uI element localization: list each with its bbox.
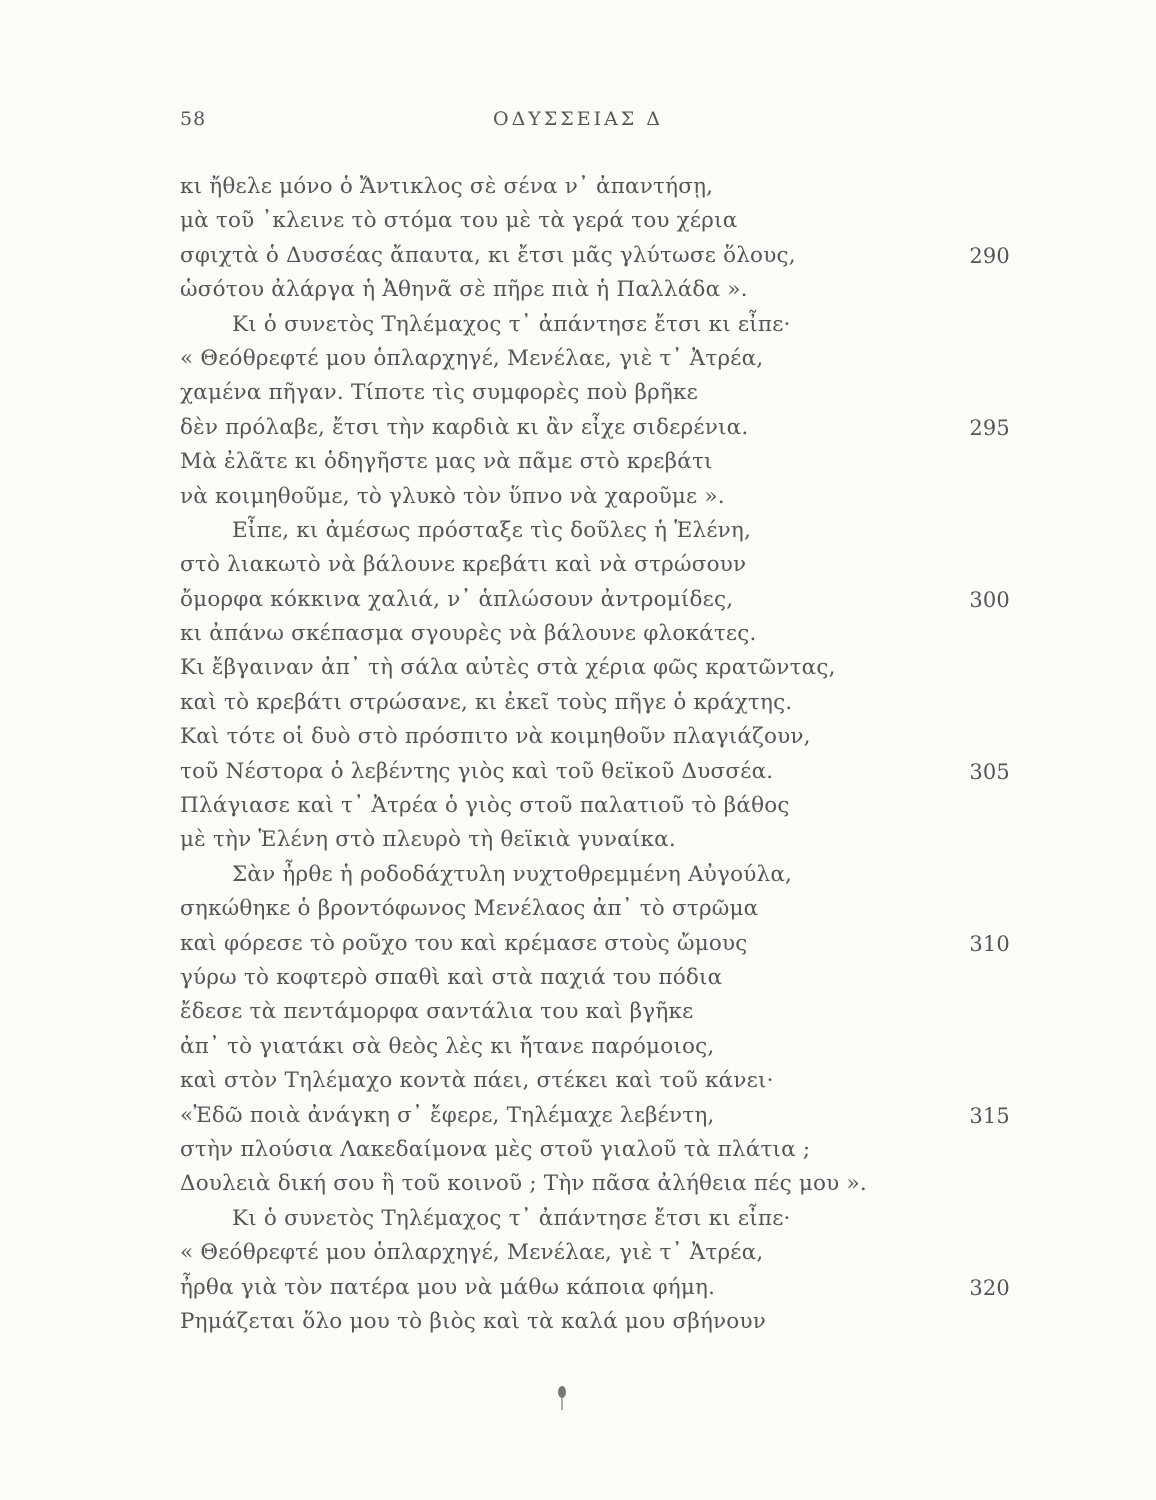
printer-ornament-icon xyxy=(557,1383,567,1413)
verse-line xyxy=(180,927,1010,961)
verse-text: Εἶπε, κι ἀμέσως πρόσταξε τὶς δοῦλες ἡ Ἑλένη, xyxy=(232,517,752,543)
verse-text: «Ἐδῶ ποιὰ ἀνάγκη σ᾿ ἔφερε, Τηλέμαχε λεβέντη, xyxy=(180,1102,715,1128)
verse-text: καὶ τὸ κρεβάτι στρώσανε, κι ἐκεῖ τοὺς πῆγε ὁ κράχτης. xyxy=(180,689,793,715)
verse-text: τοῦ Νέστορα ὁ λεβέντης γιὸς καὶ τοῦ θεϊκοῦ Δυσσέα. xyxy=(180,758,774,784)
line-number: 295 xyxy=(969,415,1010,440)
verse-text: καὶ φόρεσε τὸ ροῦχο του καὶ κρέμασε στοὺς ὤμους xyxy=(180,930,748,956)
verse-text: μὲ τὴν Ἑλένη στὸ πλευρὸ τὴ θεϊκιὰ γυναίκα. xyxy=(180,827,676,853)
verse-line xyxy=(180,1305,1010,1339)
verse-text: Κι ὁ συνετὸς Τηλέμαχος τ᾿ ἀπάντησε ἔτσι κι εἶπε· xyxy=(232,1205,791,1231)
verse-text: Κι ὁ συνετὸς Τηλέμαχος τ᾿ ἀπάντησε ἔτσι κι εἶπε· xyxy=(232,311,791,337)
verse-text: Ρημάζεται ὅλο μου τὸ βιὸς καὶ τὰ καλά μου σβήνουν xyxy=(180,1308,766,1334)
verse-line xyxy=(180,1167,1010,1201)
verse-text: ὄμορφα κόκκινα χαλιά, ν᾿ ἁπλώσουν ἀντρομίδες, xyxy=(180,586,734,612)
verse-line xyxy=(180,858,1010,892)
verse-text: στὴν πλούσια Λακεδαίμονα μὲς στοῦ γιαλοῦ τὰ πλάτια ; xyxy=(180,1136,811,1162)
page-number: 58 xyxy=(180,108,207,130)
verse-line xyxy=(180,789,1010,823)
verse-text: σφιχτὰ ὁ Δυσσέας ἄπαυτα, κι ἔτσι μᾶς γλύτωσε ὅλους, xyxy=(180,242,796,268)
verse-text: ἦρθα γιὰ τὸν πατέρα μου νὰ μάθω κάποια φήμη. xyxy=(180,1274,716,1300)
verse-text: χαμένα πῆγαν. Τίποτε τὶς συμφορὲς ποὺ βρῆκε xyxy=(180,380,698,406)
verse-line xyxy=(180,961,1010,995)
verse-line xyxy=(180,892,1010,926)
verse-text: κι ἤθελε μόνο ὁ Ἄντικλος σὲ σένα ν᾿ ἀπαντήσῃ, xyxy=(180,174,714,199)
verse-line xyxy=(180,376,1010,410)
verse-text: μὰ τοῦ ᾿κλεινε τὸ στόμα του μὲ τὰ γερά του χέρια xyxy=(180,208,738,234)
verse-line xyxy=(180,1064,1010,1098)
verse-text: Πλάγιασε καὶ τ᾿ Ἀτρέα ὁ γιὸς στοῦ παλατιοῦ τὸ βάθος xyxy=(180,793,790,819)
verse-text: νὰ κοιμηθοῦμε, τὸ γλυκὸ τὸν ὕπνο νὰ χαροῦμε ». xyxy=(180,483,725,509)
verse-line xyxy=(180,514,1010,548)
verse-line xyxy=(180,720,1010,754)
verse-text: στὸ λιακωτὸ νὰ βάλουνε κρεβάτι καὶ νὰ στρώσουν xyxy=(180,552,747,578)
verse-line xyxy=(180,411,1010,445)
verse-line xyxy=(180,170,1010,204)
verse-text: ὡσότου ἀλάργα ἡ Ἀθηνᾶ σὲ πῆρε πιὰ ἡ Παλλάδα ». xyxy=(180,277,748,303)
verse-line xyxy=(180,651,1010,685)
line-number: 310 xyxy=(969,931,1010,956)
verse-line xyxy=(180,308,1010,342)
verse-block xyxy=(180,170,1010,1339)
verse-text: Σὰν ἦρθε ἡ ροδοδάχτυλη νυχτοθρεμμένη Αὐγούλα, xyxy=(232,861,793,887)
verse-line xyxy=(180,480,1010,514)
verse-line xyxy=(180,239,1010,273)
verse-text: « Θεόθρεφτέ μου ὁπλαρχηγέ, Μενέλαε, γιὲ τ᾿ Ἀτρέα, xyxy=(180,345,764,371)
verse-text: Κι ἔβγαιναν ἀπ᾿ τὴ σάλα αὐτὲς στὰ χέρια φῶς κρατῶντας, xyxy=(180,655,836,681)
verse-text: ἔδεσε τὰ πεντάμορφα σαντάλια του καὶ βγῆκε xyxy=(180,999,694,1025)
verse-text: Καὶ τότε οἱ δυὸ στὸ πρόσπιτο νὰ κοιμηθοῦν πλαγιάζουν, xyxy=(180,724,811,750)
verse-text: γύρω τὸ κοφτερὸ σπαθὶ καὶ στὰ παχιά του πόδια xyxy=(180,964,723,990)
verse-text: δὲν πρόλαβε, ἔτσι τὴν καρδιὰ κι ἂν εἶχε σιδερένια. xyxy=(180,414,749,440)
running-header xyxy=(0,108,1156,138)
running-title: ΟΔΥΣΣΕΙΑΣ Δ xyxy=(493,108,663,130)
verse-line xyxy=(180,583,1010,617)
verse-text: Δουλειὰ δική σου ἢ τοῦ κοινοῦ ; Τὴν πᾶσα ἀλήθεια πές μου ». xyxy=(180,1171,867,1197)
verse-line xyxy=(180,273,1010,307)
verse-line xyxy=(180,1236,1010,1270)
verse-line xyxy=(180,1271,1010,1305)
line-number: 315 xyxy=(969,1103,1010,1128)
line-number: 305 xyxy=(969,759,1010,784)
line-number: 320 xyxy=(969,1275,1010,1300)
verse-line xyxy=(180,686,1010,720)
verse-line xyxy=(180,342,1010,376)
line-number: 290 xyxy=(969,243,1010,268)
verse-line xyxy=(180,1133,1010,1167)
verse-line xyxy=(180,204,1010,238)
verse-line xyxy=(180,755,1010,789)
verse-line xyxy=(180,1030,1010,1064)
verse-line xyxy=(180,1202,1010,1236)
verse-line xyxy=(180,548,1010,582)
verse-text: Μὰ ἐλᾶτε κι ὁδηγῆστε μας νὰ πᾶμε στὸ κρεβάτι xyxy=(180,449,713,475)
verse-line xyxy=(180,445,1010,479)
line-number: 300 xyxy=(969,587,1010,612)
verse-text: καὶ στὸν Τηλέμαχο κοντὰ πάει, στέκει καὶ τοῦ κάνει· xyxy=(180,1068,774,1094)
verse-text: σηκώθηκε ὁ βροντόφωνος Μενέλαος ἀπ᾿ τὸ στρῶμα xyxy=(180,896,759,922)
verse-line xyxy=(180,823,1010,857)
verse-text: « Θεόθρεφτέ μου ὁπλαρχηγέ, Μενέλαε, γιὲ τ᾿ Ἀτρέα, xyxy=(180,1240,764,1266)
verse-line xyxy=(180,1099,1010,1133)
verse-text: ἀπ᾿ τὸ γιατάκι σὰ θεὸς λὲς κι ἤτανε παρόμοιος, xyxy=(180,1033,715,1059)
verse-line xyxy=(180,995,1010,1029)
verse-text: κι ἀπάνω σκέπασμα σγουρὲς νὰ βάλουνε φλοκάτες. xyxy=(180,621,757,647)
verse-line xyxy=(180,617,1010,651)
